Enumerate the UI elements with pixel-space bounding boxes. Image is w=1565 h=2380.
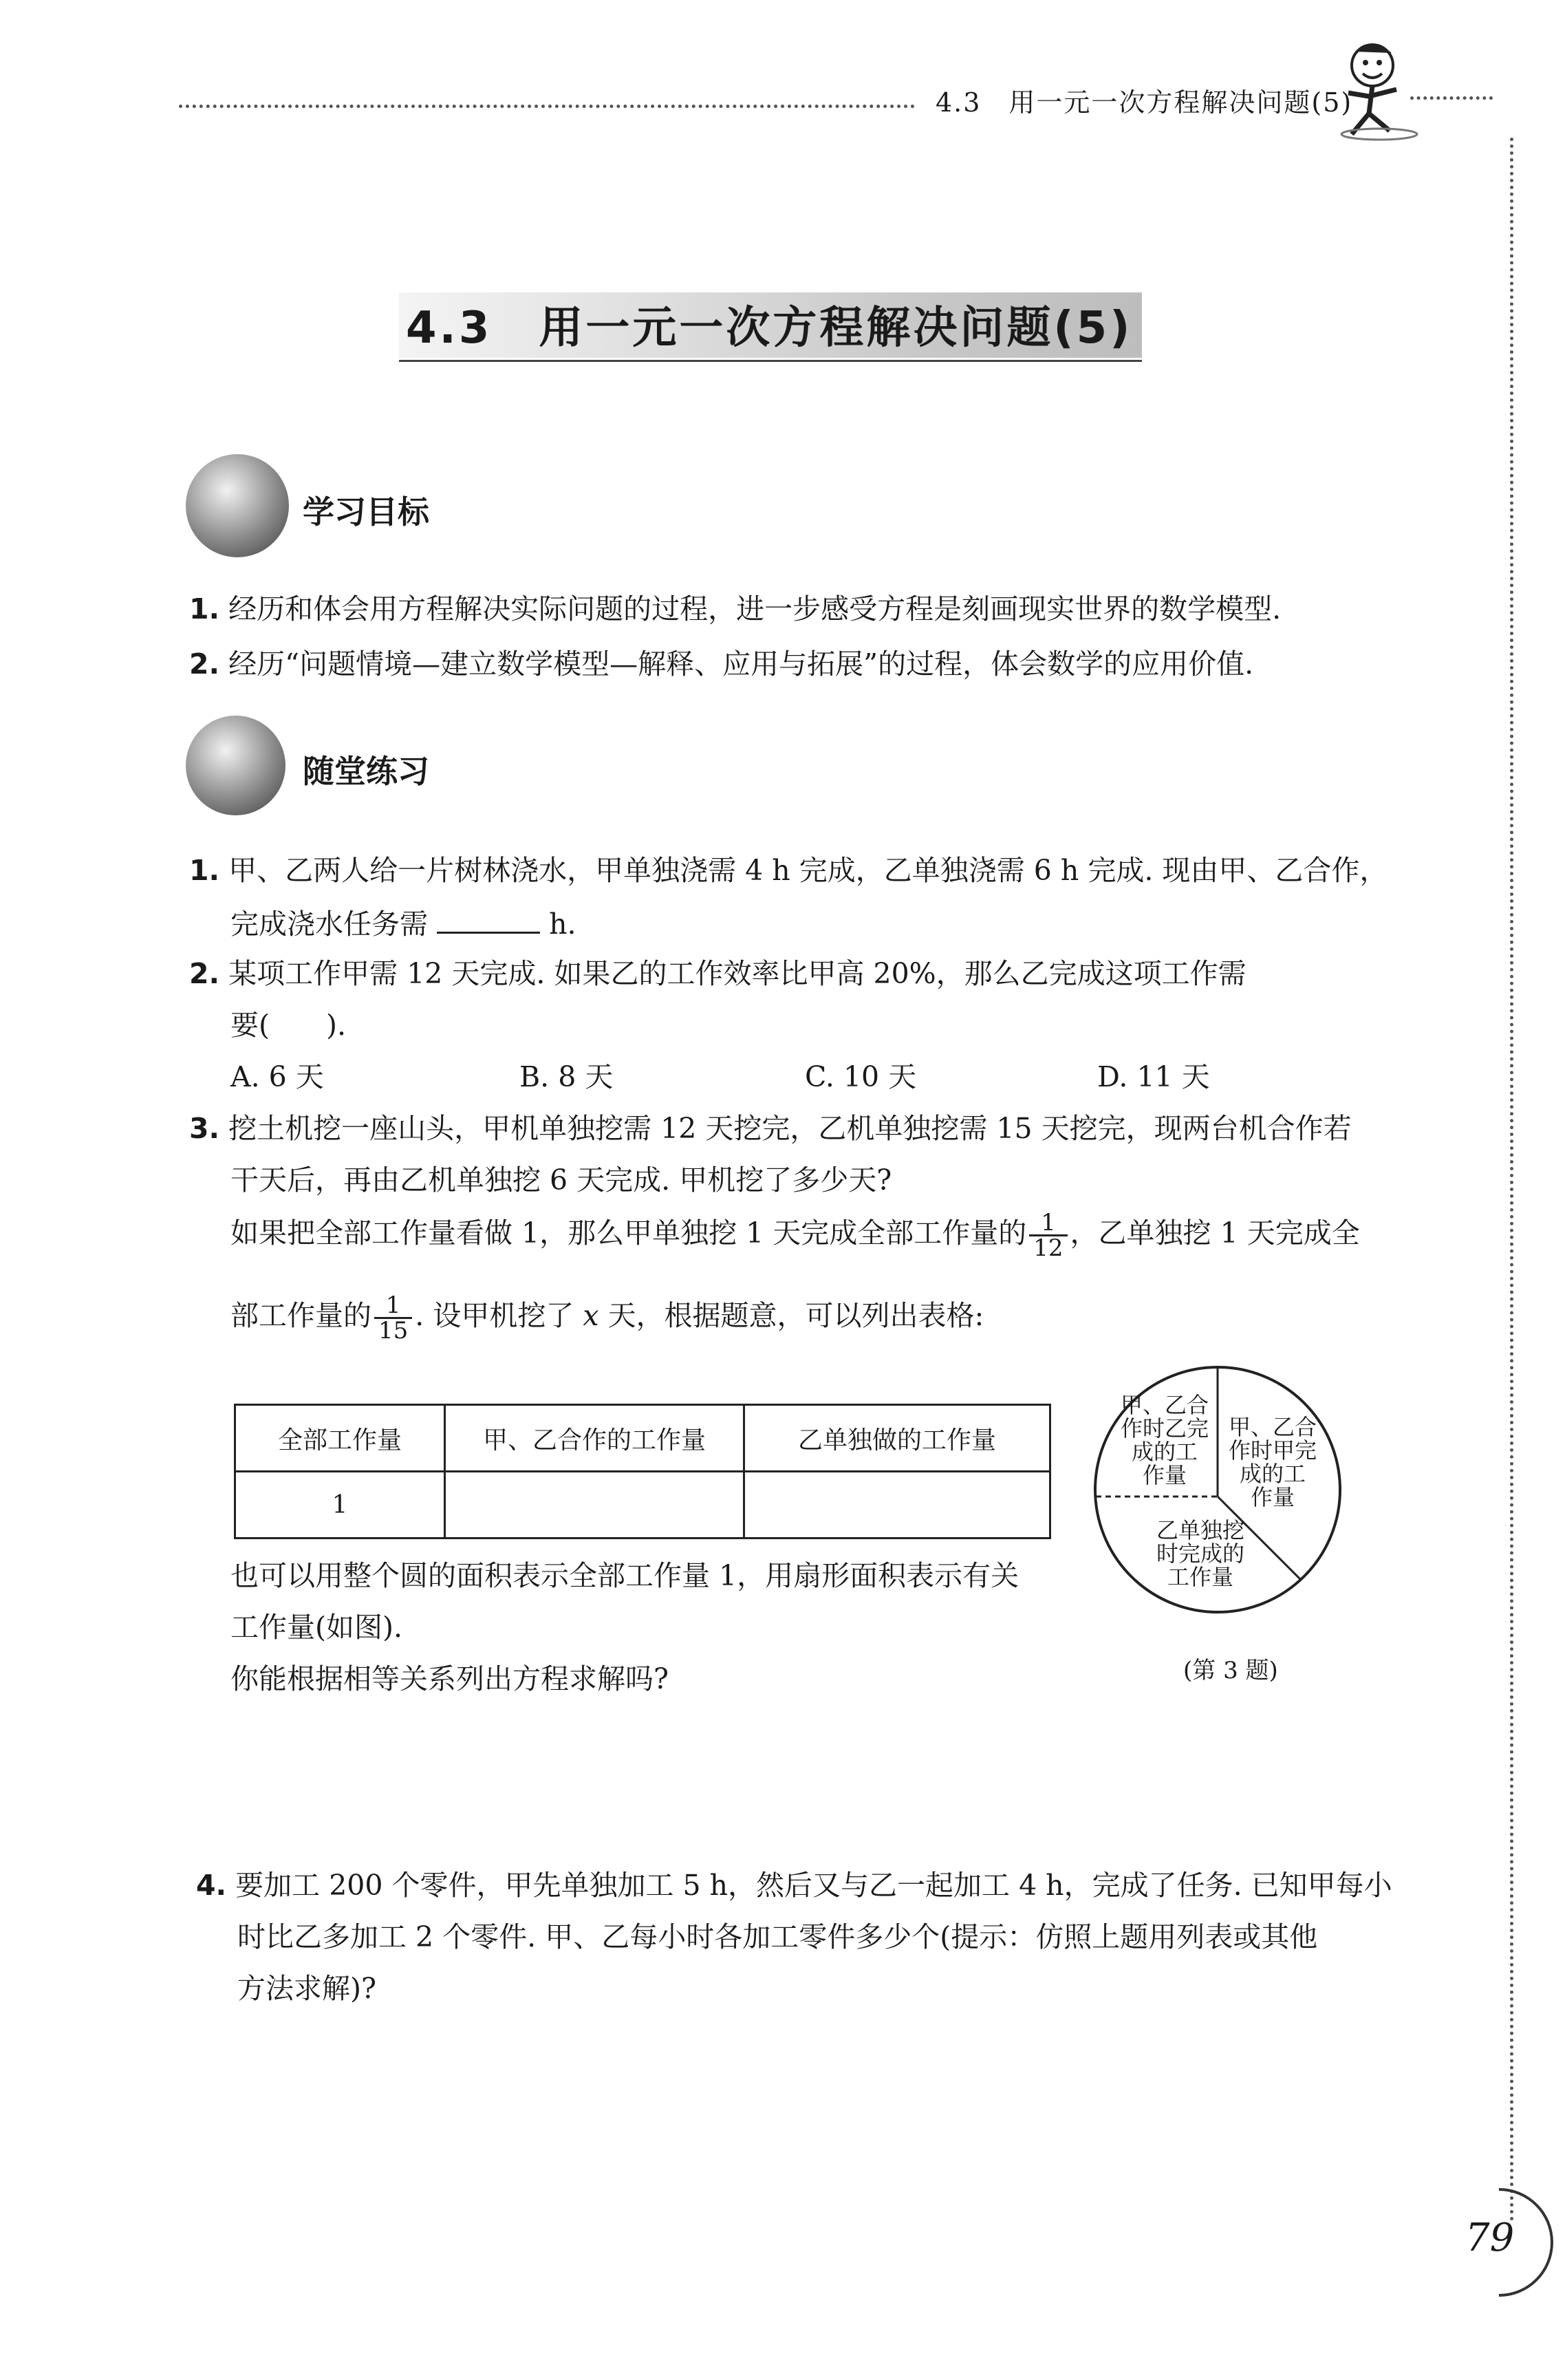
header-dotted-rule-right xyxy=(1410,96,1493,100)
pie-label-a: 作时乙完 xyxy=(1120,1416,1209,1441)
work-table xyxy=(234,1404,1051,1539)
section-title-banner xyxy=(399,279,1142,361)
option-d[interactable]: D. 11 天 xyxy=(1097,1060,1210,1093)
option-a[interactable]: A. 6 天 xyxy=(230,1060,324,1093)
practice-heading: 随堂练习 xyxy=(303,753,429,790)
answer-blank[interactable] xyxy=(437,908,540,934)
pie-label-a: 甲、乙合 xyxy=(1120,1393,1209,1417)
fraction-1-15: $\frac{1}{15}$ xyxy=(374,1294,412,1342)
objective-item: 2. 经历“问题情境—建立数学模型—解释、应用与拓展”的过程，体会数学的应用价值. xyxy=(189,647,1254,680)
table-cell-blank[interactable] xyxy=(744,1472,1050,1539)
question-3-line-2: 干天后，再由乙机单独挖 6 天完成. 甲机挖了多少天? xyxy=(230,1164,892,1197)
table-header-cell: 全部工作量 xyxy=(235,1405,445,1472)
running-header-title: 4.3 用一元一次方程解决问题(5) xyxy=(936,87,1353,118)
question-2-line-1: 2. 某项工作甲需 12 天完成. 如果乙的工作效率比甲高 20%，那么乙完成这项工作需 xyxy=(189,957,1246,990)
page-title: 4.3 用一元一次方程解决问题(5) xyxy=(406,303,1133,354)
pie-label-c: 工作量 xyxy=(1167,1565,1234,1589)
objectives-sphere-icon xyxy=(186,454,289,557)
table-header-row xyxy=(235,1405,1050,1472)
table-row xyxy=(235,1472,1050,1539)
question-4-line-1: 4. 要加工 200 个零件，甲先单独加工 5 h，然后又与乙一起加工 4 h，完成了任务. 已知甲每小 xyxy=(196,1869,1392,1902)
question-3-line-6: 工作量(如图). xyxy=(230,1611,403,1644)
table-header-cell: 乙单独做的工作量 xyxy=(744,1405,1050,1472)
work-pie-diagram xyxy=(1090,1359,1345,1620)
question-3-line-4: 部工作量的 $\frac{1}{15}$ . 设甲机挖了 x 天，根据题意，可以列出表格: xyxy=(230,1291,984,1344)
question-3-line-3: 如果把全部工作量看做 1，那么甲单独挖 1 天完成全部工作量的 $\frac{1}{12}$ ，乙单独挖 1 天完成全 xyxy=(230,1209,1360,1262)
question-3-line-1: 3. 挖土机挖一座山头，甲机单独挖需 12 天挖完，乙机单独挖需 15 天挖完，现两台机合作若 xyxy=(189,1112,1352,1145)
question-1-line-2: 完成浇水任务需 h. xyxy=(230,908,576,941)
pie-label-b: 作量 xyxy=(1250,1485,1295,1510)
title-underline xyxy=(399,360,1142,362)
mascot-icon xyxy=(1331,38,1421,141)
question-3-line-5: 也可以用整个圆的面积表示全部工作量 1，用扇形面积表示有关 xyxy=(230,1559,1019,1592)
fraction-1-12: $\frac{1}{12}$ xyxy=(1029,1211,1067,1260)
pie-label-b: 甲、乙合 xyxy=(1228,1415,1317,1439)
right-margin-dotted-rule xyxy=(1510,138,1513,2222)
question-1-line-1: 1. 甲、乙两人给一片树林浇水，甲单独浇需 4 h 完成，乙单独浇需 6 h 完成. 现由甲、乙合作， xyxy=(189,854,1388,887)
table-cell-blank[interactable] xyxy=(445,1472,744,1539)
objective-item: 1. 经历和体会用方程解决实际问题的过程，进一步感受方程是刻画现实世界的数学模型. xyxy=(189,592,1282,625)
question-2-line-2: 要( ). xyxy=(230,1009,347,1042)
page-number: 79 xyxy=(1465,2216,1515,2260)
pie-label-b: 作时甲完 xyxy=(1228,1438,1317,1463)
pie-label-a: 成的工 xyxy=(1131,1439,1198,1464)
practice-globe-icon xyxy=(186,716,285,815)
question-4-line-3: 方法求解)? xyxy=(237,1972,376,2005)
question-3-line-7: 你能根据相等关系列出方程求解吗? xyxy=(230,1662,669,1695)
question-4-line-2: 时比乙多加工 2 个零件. 甲、乙每小时各加工零件多少个(提示：仿照上题用列表或其他 xyxy=(237,1920,1318,1953)
option-b[interactable]: B. 8 天 xyxy=(519,1060,614,1093)
header-dotted-rule xyxy=(179,105,915,108)
pie-label-b: 成的工 xyxy=(1239,1461,1306,1486)
pie-label-c: 乙单独挖 xyxy=(1156,1518,1245,1543)
figure-caption: (第 3 题) xyxy=(1183,1657,1278,1684)
pie-label-a: 作量 xyxy=(1142,1463,1187,1488)
option-c[interactable]: C. 10 天 xyxy=(805,1060,917,1093)
pie-label-c: 时完成的 xyxy=(1156,1541,1245,1566)
table-header-cell: 甲、乙合作的工作量 xyxy=(445,1405,744,1472)
table-cell: 1 xyxy=(235,1472,445,1539)
objectives-heading: 学习目标 xyxy=(303,493,429,530)
